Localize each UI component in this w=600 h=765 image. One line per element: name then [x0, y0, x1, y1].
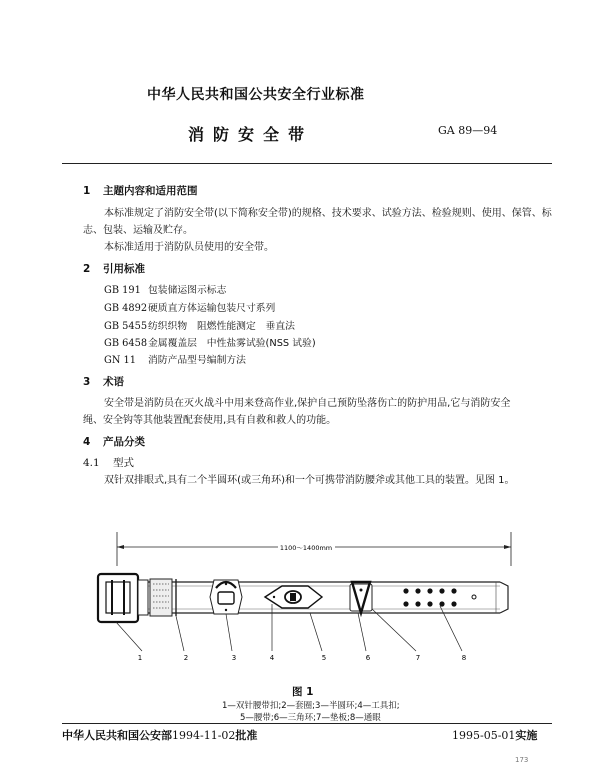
section-number: 2: [83, 263, 91, 275]
callout-1: 1: [137, 654, 143, 662]
callout-6: 6: [365, 654, 371, 662]
section-title: 产品分类: [103, 436, 145, 448]
figure-legend-line-2: 5—腰带;6—三角环;7—垫板;8—通眼: [240, 713, 381, 723]
tool-buckle: [265, 586, 322, 608]
section-1-paragraph-1-line-1: 本标准规定了消防安全带(以下简称安全带)的规格、技术要求、试验方法、检验规则、使用、保管、标: [104, 208, 552, 219]
section-title: 引用标准: [103, 263, 145, 275]
eyelet-rows: [403, 588, 476, 606]
subsection-4-1-heading: [83, 455, 134, 470]
half-ring: [210, 580, 242, 614]
triangle-ring: [350, 582, 372, 613]
section-number: 1: [83, 185, 91, 197]
header-divider: [62, 163, 552, 164]
callout-7: 7: [415, 654, 421, 662]
callout-4: 4: [269, 654, 275, 662]
effective-date: 1995-05-01: [452, 729, 516, 742]
section-number: 3: [83, 376, 91, 388]
reference-item: GB 5455纺织织物 阻燃性能测定 垂直法: [104, 321, 295, 332]
safety-belt-figure: [60, 524, 530, 684]
subsection-title: 型式: [113, 457, 134, 469]
effective-suffix: 实施: [515, 729, 538, 742]
issue-info: [62, 727, 257, 743]
figure-legend-line-1: 1—双针腰带扣;2—套圈;3—半圆环;4—工具扣;: [222, 701, 400, 711]
reference-item: GN 11 消防产品型号编制方法: [104, 355, 246, 366]
section-3-line-1: 安全带是消防员在灭火战斗中用来登高作业,保护自己预防坠落伤亡的防护用品,它与消防安全: [104, 398, 511, 409]
callout-5: 5: [321, 654, 327, 662]
effective-info: [452, 727, 537, 743]
callout-2: 2: [183, 654, 189, 662]
issue-date: 1994-11-02: [172, 729, 236, 742]
section-1-paragraph-1-line-2: 志、包装、运输及贮存。: [83, 225, 193, 236]
section-number: 4: [83, 436, 91, 448]
section-2-heading: [83, 261, 145, 276]
figure-title: 图 1: [292, 686, 314, 698]
page-number: 173: [515, 756, 529, 764]
issue-suffix: 批准: [235, 729, 258, 742]
issuing-authority: 中华人民共和国公安部: [62, 729, 172, 742]
double-pin-buckle: [98, 574, 148, 622]
section-3-line-2: 绳、安全钩等其他装置配套使用,具有自救和救人的功能。: [83, 415, 337, 426]
document-title: 消防安全带: [188, 125, 314, 144]
footer-divider: [62, 723, 552, 724]
section-4-heading: [83, 434, 145, 449]
section-1-heading: [83, 183, 198, 198]
section-1-paragraph-2: 本标准适用于消防队员使用的安全带。: [104, 242, 274, 253]
callout-8: 8: [461, 654, 467, 662]
section-title: 主题内容和适用范围: [103, 185, 198, 197]
callout-3: 3: [231, 654, 237, 662]
reference-item: GB 191 包装储运图示标志: [104, 285, 227, 296]
reference-item: GB 6458金属覆盖层 中性盐雾试验(NSS 试验): [104, 338, 316, 349]
section-4-line-1: 双针双排眼式,具有二个半圆环(或三角环)和一个可携带消防腰斧或其他工具的装置。见图 1。: [104, 475, 515, 486]
subsection-number: 4.1: [83, 457, 100, 469]
section-title: 术语: [103, 376, 124, 388]
keeper-loop: [150, 579, 176, 616]
dimension-label: 1100～1400mm: [279, 544, 333, 552]
document-code: GA 89—94: [438, 124, 498, 137]
standard-category-title: 中华人民共和国公共安全行业标准: [147, 87, 365, 103]
section-3-heading: [83, 374, 124, 389]
reference-item: GB 4892硬质直方体运输包装尺寸系列: [104, 303, 276, 314]
